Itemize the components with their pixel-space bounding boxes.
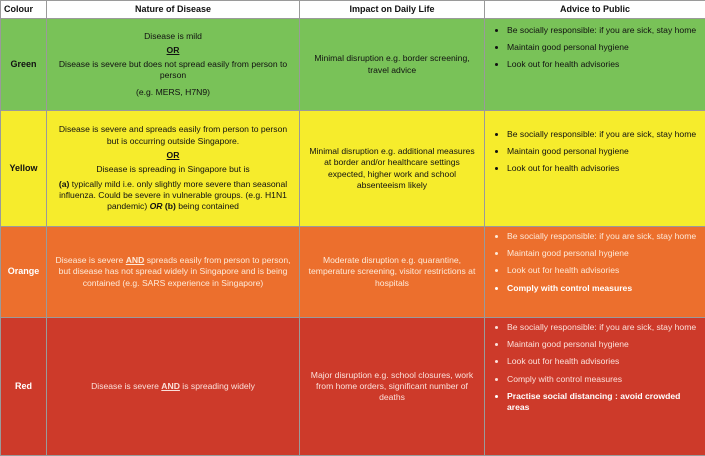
nature-line: Disease is spreading in Singapore but is xyxy=(96,163,250,174)
header-row xyxy=(1,1,705,19)
advice-item: • Maintain good personal hygiene xyxy=(507,146,699,157)
header-advice: Advice to Public xyxy=(485,1,705,19)
colour-red: Red xyxy=(1,318,47,456)
advice-item-emphasis: • Comply with control measures xyxy=(507,283,699,294)
nature-line: Disease is severe but does not spread easily from person to person xyxy=(58,58,288,81)
nature-line: Disease is severe and spreads easily from person to person but is occurring outside Singapore. xyxy=(58,124,288,146)
advice-yellow xyxy=(485,111,705,227)
header-impact: Impact on Daily Life xyxy=(300,1,485,19)
advice-item: • Be socially responsible: if you are sick, stay home xyxy=(507,322,699,333)
advice-list xyxy=(491,322,699,413)
impact-yellow: Minimal disruption e.g. additional measures at border and/or healthcare settings expected, higher work and school absenteeism likely xyxy=(300,111,485,227)
advice-item: • Look out for health advisories xyxy=(507,265,699,276)
advice-list xyxy=(491,231,699,294)
advice-item: • Be socially responsible: if you are sick, stay home xyxy=(507,129,699,140)
or-label: OR xyxy=(166,149,180,160)
row-orange xyxy=(1,227,705,318)
nature-line: Disease is mild xyxy=(144,30,202,41)
nature-red xyxy=(47,318,300,456)
advice-list xyxy=(491,129,699,175)
advice-green xyxy=(485,19,705,111)
row-red xyxy=(1,318,705,456)
nature-line: Disease is severe AND spreads easily from person to person, but disease has not spread widely in Singapore and is being contained (e.g. SARS experience in Singapore) xyxy=(55,255,291,288)
advice-item: • Comply with control measures xyxy=(507,374,699,385)
advice-item: • Look out for health advisories xyxy=(507,356,699,367)
advice-item: • Maintain good personal hygiene xyxy=(507,248,699,259)
advice-item: • Be socially responsible: if you are sick, stay home xyxy=(507,231,699,242)
colour-green: Green xyxy=(1,19,47,111)
advice-red xyxy=(485,318,705,456)
nature-line: Disease is severe AND is spreading widely xyxy=(91,380,255,391)
header-colour: Colour xyxy=(1,1,47,19)
colour-yellow: Yellow xyxy=(1,111,47,227)
row-yellow xyxy=(1,111,705,227)
or-label: OR xyxy=(166,44,180,55)
advice-item: • Look out for health advisories xyxy=(507,163,699,174)
advice-list xyxy=(491,25,699,71)
colour-orange: Orange xyxy=(1,227,47,318)
nature-orange xyxy=(47,227,300,318)
header-nature: Nature of Disease xyxy=(47,1,300,19)
advice-item: • Maintain good personal hygiene xyxy=(507,339,699,350)
nature-example: (e.g. MERS, H7N9) xyxy=(135,87,211,98)
advice-item-emphasis: • Practise social distancing : avoid crowded areas xyxy=(507,391,699,413)
advice-item: • Look out for health advisories xyxy=(507,59,699,70)
row-green xyxy=(1,19,705,111)
nature-conditions: (a) typically mild i.e. only slightly more severe than seasonal influenza. Could be severe in vulnerable groups. (e.g. H1N1 pandemic) OR (b) being contained xyxy=(58,179,288,212)
advice-orange xyxy=(485,227,705,318)
impact-green: Minimal disruption e.g. border screening, travel advice xyxy=(300,19,485,111)
nature-green xyxy=(47,19,300,111)
nature-yellow xyxy=(47,111,300,227)
advice-item: • Be socially responsible: if you are sick, stay home xyxy=(507,25,699,36)
impact-orange: Moderate disruption e.g. quarantine, temperature screening, visitor restrictions at hospitals xyxy=(300,227,485,318)
impact-red: Major disruption e.g. school closures, work from home orders, significant number of deaths xyxy=(300,318,485,456)
advice-item: • Maintain good personal hygiene xyxy=(507,42,699,53)
